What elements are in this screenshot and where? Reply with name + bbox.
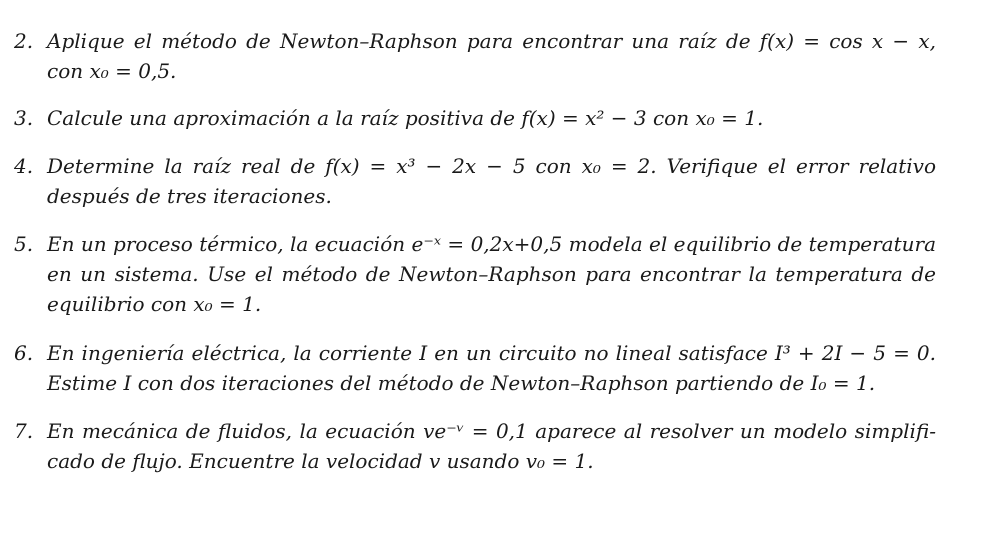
- exercise-text-line: después de tres iteraciones.: [47, 184, 332, 208]
- exercise-number: 2.: [14, 29, 34, 53]
- exercise-text-line: En ingeniería eléctrica, la corriente I en un circuito no lineal satisface I³ + 2I − 5 = 0.: [47, 341, 936, 365]
- exercise-text-line: con x₀ = 0,5.: [47, 59, 177, 83]
- exercise-text-line: Determine la raíz real de f(x) = x³ − 2x − 5 con x₀ = 2. Verifique el error relativo: [47, 154, 936, 178]
- exercise-number: 3.: [14, 106, 34, 130]
- exercise-text-line: equilibrio con x₀ = 1.: [47, 292, 262, 316]
- exercise-number: 6.: [14, 341, 34, 365]
- exercise-number: 7.: [14, 419, 34, 443]
- exercise-text-line: Estime I con dos iteraciones del método de Newton–Raphson partiendo de I₀ = 1.: [47, 371, 876, 395]
- exercise-text-line: en un sistema. Use el método de Newton–Raphson para encontrar la temperatura de: [47, 262, 936, 286]
- exercise-number: 5.: [14, 232, 34, 256]
- exercise-text-line: Aplique el método de Newton–Raphson para encontrar una raíz de f(x) = cos x − x,: [47, 29, 936, 53]
- exercise-text-line: En mecánica de fluidos, la ecuación ve⁻ᵛ = 0,1 aparece al resolver un modelo simplifi-: [47, 419, 936, 443]
- exercise-text-line: cado de flujo. Encuentre la velocidad v usando v₀ = 1.: [47, 449, 594, 473]
- exercise-text-line: En un proceso térmico, la ecuación e⁻ˣ = 0,2x+0,5 modela el equilibrio de temperatura: [47, 232, 936, 256]
- exercise-text-line: Calcule una aproximación a la raíz positiva de f(x) = x² − 3 con x₀ = 1.: [47, 106, 764, 130]
- exercise-number: 4.: [14, 154, 34, 178]
